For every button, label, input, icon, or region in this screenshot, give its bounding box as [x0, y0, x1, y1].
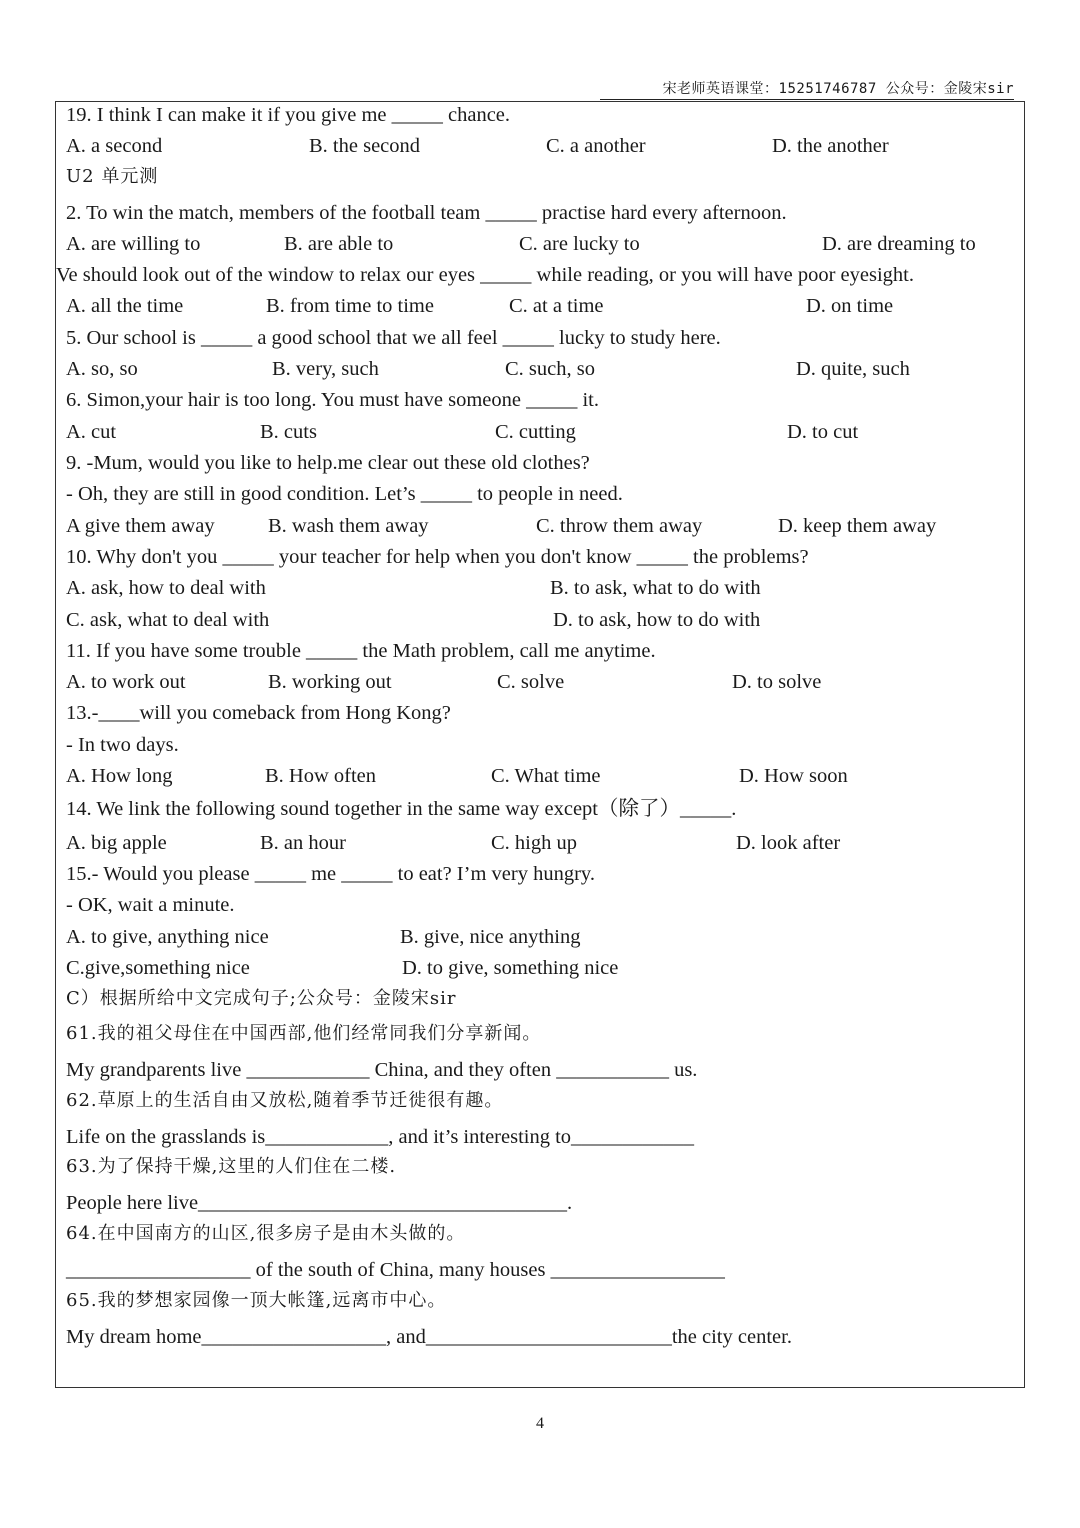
- q2-opts-a: A. are willing to: [66, 233, 201, 255]
- q9-opts-b: B. wash them away: [268, 515, 429, 537]
- u2: U2 单元测: [66, 166, 159, 187]
- q6-opts-a: A. cut: [66, 421, 117, 443]
- q10: 10. Why don't you _____ your teacher for help when you don't know _____ the problems?: [66, 546, 809, 568]
- q9: 9. -Mum, would you like to help.me clear out these old clothes?: [66, 452, 590, 474]
- q10-cd-a: C. ask, what to deal with: [66, 609, 270, 631]
- q10-cd-b: D. to ask, how to do with: [553, 609, 761, 631]
- s62: Life on the grasslands is____________, and it’s interesting to____________: [66, 1126, 695, 1148]
- q11-opts-a: A. to work out: [66, 671, 186, 693]
- s63-zh: 63.为了保持干燥,这里的人们住在二楼.: [66, 1156, 397, 1177]
- q13-b: - In two days.: [66, 734, 179, 756]
- q3-opts-a: A. all the time: [66, 295, 184, 317]
- q15: 15.- Would you please _____ me _____ to eat? I’m very hungry.: [66, 863, 595, 885]
- q5: 5. Our school is _____ a good school that we all feel _____ lucky to study here.: [66, 327, 721, 349]
- q5-opts-c: C. such, so: [505, 358, 595, 380]
- q3: Ve should look out of the window to relax our eyes _____ while reading, or you will have poor eyesight.: [56, 264, 914, 286]
- header-rule: [600, 99, 1014, 100]
- q15-b: - OK, wait a minute.: [66, 894, 235, 916]
- q14-opts-b: B. an hour: [260, 832, 346, 854]
- q13-opts-d: D. How soon: [739, 765, 848, 787]
- q14-opts-c: C. high up: [491, 832, 577, 854]
- q6-opts-b: B. cuts: [260, 421, 317, 443]
- q19-opts-a: A. a second: [66, 135, 163, 157]
- q2-opts-d: D. are dreaming to: [822, 233, 976, 255]
- s61-zh: 61.我的祖父母住在中国西部,他们经常同我们分享新闻。: [66, 1023, 542, 1044]
- q5-opts-d: D. quite, such: [796, 358, 910, 380]
- q14: 14. We link the following sound together in the same way except（除了）_____.: [66, 798, 737, 820]
- q5-opts-b: B. very, such: [272, 358, 379, 380]
- q15-ab-b: B. give, nice anything: [400, 926, 581, 948]
- s61: My grandparents live ____________ China, and they often ___________ us.: [66, 1059, 698, 1081]
- s65: My dream home__________________, and________________________the city center.: [66, 1326, 792, 1348]
- q14-opts-a: A. big apple: [66, 832, 167, 854]
- q3-opts-d: D. on time: [806, 295, 894, 317]
- q6-opts-d: D. to cut: [787, 421, 859, 443]
- q11: 11. If you have some trouble _____ the Math problem, call me anytime.: [66, 640, 656, 662]
- q3-opts-b: B. from time to time: [266, 295, 434, 317]
- q13-opts-a: A. How long: [66, 765, 173, 787]
- q11-opts-d: D. to solve: [732, 671, 822, 693]
- q13-opts-b: B. How often: [265, 765, 377, 787]
- q15-cd-b: D. to give, something nice: [402, 957, 619, 979]
- q15-cd-a: C.give,something nice: [66, 957, 250, 979]
- q9-opts-c: C. throw them away: [536, 515, 703, 537]
- q19-opts-c: C. a another: [546, 135, 646, 157]
- q2-opts-b: B. are able to: [284, 233, 394, 255]
- q9-opts-a: A give them away: [66, 515, 215, 537]
- s65-zh: 65.我的梦想家园像一顶大帐篷,远离市中心。: [66, 1290, 447, 1311]
- q6: 6. Simon,your hair is too long. You must have someone _____ it.: [66, 389, 599, 411]
- q9-opts-d: D. keep them away: [778, 515, 937, 537]
- q5-opts-a: A. so, so: [66, 358, 138, 380]
- q2-opts-c: C. are lucky to: [519, 233, 640, 255]
- q19-opts-b: B. the second: [309, 135, 421, 157]
- q10-ab-a: A. ask, how to deal with: [66, 577, 266, 599]
- sec-c: C）根据所给中文完成句子;公众号：金陵宋sir: [66, 988, 457, 1009]
- q2: 2. To win the match, members of the football team _____ practise hard every afternoon.: [66, 202, 787, 224]
- s64: __________________ of the south of China, many houses _________________: [66, 1259, 725, 1281]
- q6-opts-c: C. cutting: [495, 421, 576, 443]
- q13: 13.-____will you comeback from Hong Kong?: [66, 702, 451, 724]
- page-number: 4: [536, 1415, 544, 1432]
- q19-opts-d: D. the another: [772, 135, 889, 157]
- q14-opts-d: D. look after: [736, 832, 841, 854]
- q13-opts-c: C. What time: [491, 765, 601, 787]
- page-header: 宋老师英语课堂：15251746787 公众号：金陵宋sir: [662, 81, 1014, 97]
- q19: 19. I think I can make it if you give me _____ chance.: [66, 104, 511, 126]
- q11-opts-b: B. working out: [268, 671, 392, 693]
- q9-b: - Oh, they are still in good condition. Let’s _____ to people in need.: [66, 483, 623, 505]
- s64-zh: 64.在中国南方的山区,很多房子是由木头做的。: [66, 1223, 466, 1244]
- s62-zh: 62.草原上的生活自由又放松,随着季节迁徙很有趣。: [66, 1090, 504, 1111]
- q3-opts-c: C. at a time: [509, 295, 604, 317]
- s63: People here live____________________________________.: [66, 1192, 573, 1214]
- q15-ab-a: A. to give, anything nice: [66, 926, 269, 948]
- q10-ab-b: B. to ask, what to do with: [550, 577, 761, 599]
- q11-opts-c: C. solve: [497, 671, 565, 693]
